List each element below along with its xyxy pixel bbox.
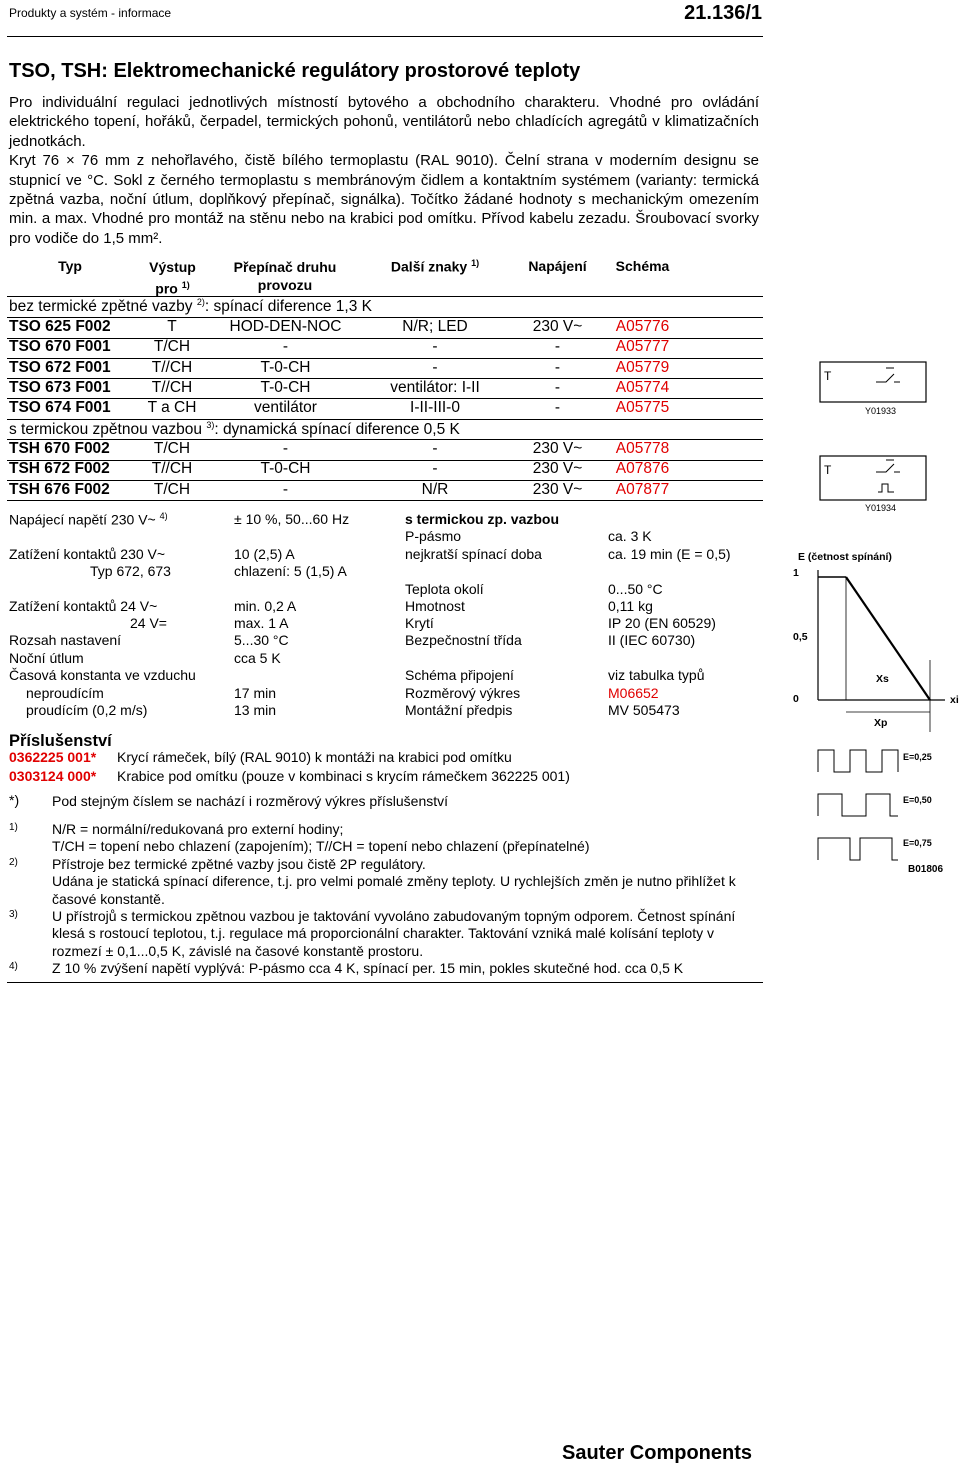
cell-type: TSO 625 F002 [9,318,111,335]
footnotes-divider [7,982,763,983]
graph-xp-label: Xp [874,717,888,729]
cell-power: - [554,399,561,417]
graph-xs-label: Xs [876,673,889,685]
spec-label-text: Zatížení kontaktů 230 V~ [9,546,166,562]
spec-label-text: Napájecí napětí 230 V~ [9,511,160,528]
document-number: 21.136/1 [684,2,762,24]
graph-xi-label: xi [950,694,959,706]
col-header-prepinac-l2: provozu [257,277,313,293]
section-label: s termickou zpětnou vazbou [9,421,207,439]
cell-power: 230 V~ [532,480,583,498]
cell-extra: I-II-III-0 [410,399,460,417]
cell-out: T//CH [151,460,193,478]
page-title: TSO, TSH: Elektromechanické regulátory prostorové teploty [9,60,581,82]
cell-power: 230 V~ [532,460,583,478]
section-with-feedback [9,420,460,439]
cell-schema: A05778 [615,440,670,457]
spec-label: Krytí [405,615,434,631]
pulse-train-2 [818,794,898,816]
footnote-line: Udána je statická spínací diference, t.j. pro velmi pomalé změny teploty. U rychlejších změn je nutno přihlížet k časové konstantě. [52,873,736,907]
spec-label: nejkratší spínací doba [405,546,542,562]
spec-label-text: proudícím (0,2 m/s) [26,702,148,718]
cell-power: - [554,338,561,356]
header-left: Produkty a systém - informace [9,6,172,20]
accessory-note: Pod stejným číslem se nachází i rozměrový výkres příslušenství [52,793,449,809]
section-sup: 2) [196,297,205,307]
cell-power: - [554,378,561,396]
cell-switch: - [282,440,289,457]
spec-label-text: neproudícím [26,685,104,701]
footnote-line: N/R = normální/redukovaná pro externí hodiny; [52,821,344,837]
col-header-vystup-l1: Výstup [149,259,196,275]
cell-extra: - [432,338,438,356]
intro-text [9,93,759,248]
spec-label [26,685,104,701]
footnote-mark: 4) [9,961,18,972]
cell-type: TSH 670 F002 [9,440,110,457]
symbol-1-code: Y01933 [865,406,897,416]
cell-switch: ventilátor [254,399,317,417]
cell-schema: A07876 [615,460,670,478]
spec-value: ca. 19 min (E = 0,5) [608,546,731,562]
cell-out: T//CH [151,358,193,376]
spec-value: II (IEC 60730) [608,632,696,648]
symbol-box-2 [820,456,926,500]
cell-power: 230 V~ [532,318,583,335]
cell-type: TSO 672 F001 [9,358,111,376]
spec-label-text: Noční útlum [9,650,84,666]
footnote-text [52,821,742,856]
cell-schema: A05776 [615,318,670,335]
spec-label-text: Rozsah nastavení [9,632,122,648]
contact-symbol-2 [876,460,900,472]
spec-label [9,632,121,648]
col-header-typ: Typ [58,258,82,274]
spec-label-text: Zatížení kontaktů 24 V~ [9,598,158,614]
cell-type: TSH 676 F002 [9,480,110,498]
graph-title: E (četnost spínání) [798,551,892,563]
spec-label [130,615,167,631]
cell-extra: - [432,460,438,478]
footer-brand: Sauter Components [562,1442,753,1464]
cell-switch: - [282,338,289,356]
spec-value: ± 10 %, 50...60 Hz [234,511,350,527]
accessory-code: 0303124 000* [9,768,97,784]
spec-label [9,546,165,562]
footnote-line: T/CH = topení nebo chlazení (zapojením); T//CH = topení nebo chlazení (přepínatelné) [52,838,590,855]
col-header-dalsi [380,258,490,275]
cell-type: TSO 670 F001 [9,338,111,356]
cell-extra: N/R [421,480,449,498]
col-header-vystup-l2: pro [155,280,178,297]
spec-value: min. 0,2 A [234,598,297,614]
cell-extra: N/R; LED [402,318,468,335]
symbol-2-code: Y01934 [865,503,897,513]
col-header-schema: Schéma [615,258,670,274]
spec-label [26,702,147,718]
spec-value: MV 505473 [608,702,680,718]
section-label-post: : spínací diference 1,3 K [204,298,372,316]
contact-symbol-1 [876,368,900,382]
spec-value: M06652 [608,685,659,701]
cell-switch: - [282,480,289,498]
spec-label: Hmotnost [405,598,465,614]
cell-switch: T-0-CH [260,358,311,376]
cell-out: T/CH [153,480,191,498]
spec-value: 17 min [234,685,277,701]
cell-out: T [167,318,177,335]
cell-schema: A05774 [615,378,670,396]
footnote-line: U přístrojů s termickou zpětnou vazbou je taktování vyvoláno zabudovaným topným odporem. Četnost spínání klesá s rostoucí teplotou, t.j. regulace má proporcionální charakter. Taktování vzniká malé kolísání teploty v rozmezí ± 0,1...0,5 K, závislé na časové konstantě prostoru. [52,908,736,959]
cell-type: TSO 674 F001 [9,399,111,417]
cell-switch: HOD-DEN-NOC [229,318,342,335]
cell-extra: - [432,440,438,457]
pulse-code: B01806 [908,864,944,875]
spec-label: s termickou zp. vazbou [405,511,560,527]
col-header-dalsi-label: Další znaky [390,258,468,275]
cell-extra: - [432,358,438,376]
cell-switch: T-0-CH [260,460,311,478]
spec-label: Montážní předpis [405,702,513,718]
intro-paragraph: Kryt 76 × 76 mm z nehořlavého, čistě bílého termoplastu (RAL 9010). Čelní strana v moderním designu se stupnicí ve °C. Sokl z černého termoplastu s membránovým čidlem a kontaktním systémem (varianty: termická zpětná vazba, noční útlum, doplňkový přepínač, signálka). Točítko žádané hodnoty s mechanickým omezením min. a max. Vhodné pro montáž na stěnu nebo na krabici pod omítku. Přívod kabelu zezadu. Šroubovací svorky pro vodiče do 1,5 mm². [9,152,759,247]
cell-out: T a CH [147,399,197,417]
spec-label [9,511,168,528]
spec-value: IP 20 (EN 60529) [608,615,716,631]
cell-power: 230 V~ [532,440,583,457]
footnote-text [52,908,742,960]
pulse-label-2: E=0,50 [903,795,932,805]
section-sup: 3) [206,420,215,430]
accessory-item [9,768,570,784]
col-header-napajeni: Napájení [528,258,587,274]
spec-value: 13 min [234,702,277,718]
footnote-mark: 3) [9,909,18,920]
row-divider [7,500,763,501]
spec-value: ca. 3 K [608,528,652,544]
cell-schema: A05779 [615,358,670,376]
cell-switch: T-0-CH [260,378,311,396]
accessory-note-mark: *) [9,792,20,808]
spec-value: viz tabulka typů [608,667,705,683]
symbol-1-label: T [824,369,832,383]
col-header-dalsi-sup: 1) [471,258,480,268]
footnote-line: Přístroje bez termické zpětné vazby jsou čistě 2P regulátory. [52,856,426,872]
footnote-mark: 2) [9,857,18,868]
footnote-line: Z 10 % zvýšení napětí vyplývá: P-pásmo cca 4 K, spínací per. 15 min, pokles skutečné hod. cca 0,5 K [52,960,684,976]
accessory-desc: Krabice pod omítku (pouze v kombinaci s krycím rámečkem 362225 001) [117,768,570,784]
cell-out: T//CH [151,378,193,396]
pulse-label-1: E=0,25 [903,752,932,762]
cell-extra: ventilátor: I-II [390,378,480,396]
spec-value: 0...50 °C [608,581,663,597]
cell-type: TSH 672 F002 [9,460,110,478]
spec-value: chlazení: 5 (1,5) A [234,563,347,579]
footnote-text [52,856,742,908]
pulse-train-3 [818,838,898,860]
section-label-post: : dynamická spínací diference 0,5 K [214,421,460,439]
cell-schema: A07877 [615,480,670,498]
spec-value: max. 1 A [234,615,289,631]
pulse-train-1 [818,750,898,772]
graph-y-1: 1 [793,567,799,579]
spec-value: cca 5 K [234,650,281,666]
header-divider [7,36,763,37]
section-label: bez termické zpětné vazby [9,298,197,316]
spec-label: Teplota okolí [405,581,484,597]
footnote-mark: 1) [9,822,18,833]
spec-label [9,667,196,683]
spec-label-sup: 4) [159,511,168,521]
pulse-label-3: E=0,75 [903,838,932,848]
col-header-prepinac [220,258,350,294]
symbol-2-label: T [824,463,832,477]
graph-y-0: 0 [793,693,799,705]
spec-label-text: Časová konstanta ve vzduchu [9,667,196,683]
spec-value: 5...30 °C [234,632,289,648]
col-header-vystup [135,258,210,298]
cell-type: TSO 673 F001 [9,378,111,396]
col-header-prepinac-l1: Přepínač druhu [233,259,337,275]
spec-label-text: 24 V= [130,615,167,631]
symbol-box-1 [820,362,926,402]
cell-out: T/CH [153,338,191,356]
spec-label: Schéma připojení [405,667,514,683]
cell-power: - [554,358,561,376]
spec-value: 10 (2,5) A [234,546,295,562]
footnote-text [52,960,742,977]
spec-label: Rozměrový výkres [405,685,521,701]
accessory-item [9,749,512,765]
spec-label [9,650,84,666]
spec-label: Bezpečnostní třída [405,632,522,648]
spec-label [90,563,171,579]
col-header-vystup-sup: 1) [181,280,190,290]
accessory-code: 0362225 001* [9,749,97,765]
spec-label: P-pásmo [405,528,462,544]
cell-schema: A05777 [615,338,670,356]
accessories-title: Příslušenství [9,732,112,750]
spec-value: 0,11 kg [608,598,653,614]
graph-y-05: 0,5 [793,631,808,643]
accessory-desc: Krycí rámeček, bílý (RAL 9010) k montáži na krabici pod omítku [117,749,512,765]
cell-schema: A05775 [615,399,670,417]
section-without-feedback [9,297,372,316]
pulse-symbol-2 [878,484,894,492]
intro-paragraph: Pro individuální regulaci jednotlivých místností bytového a obchodního charakteru. Vhodné pro ovládání elektrického topení, hořáků, čerpadel, termických pohonů, ventilátorů nebo chladících agregátů v klimatizačních jednotkách. [9,94,759,150]
diagrams-panel [790,360,960,960]
spec-label [9,598,157,614]
cell-out: T/CH [153,440,191,457]
spec-label-text: Typ 672, 673 [90,563,171,579]
